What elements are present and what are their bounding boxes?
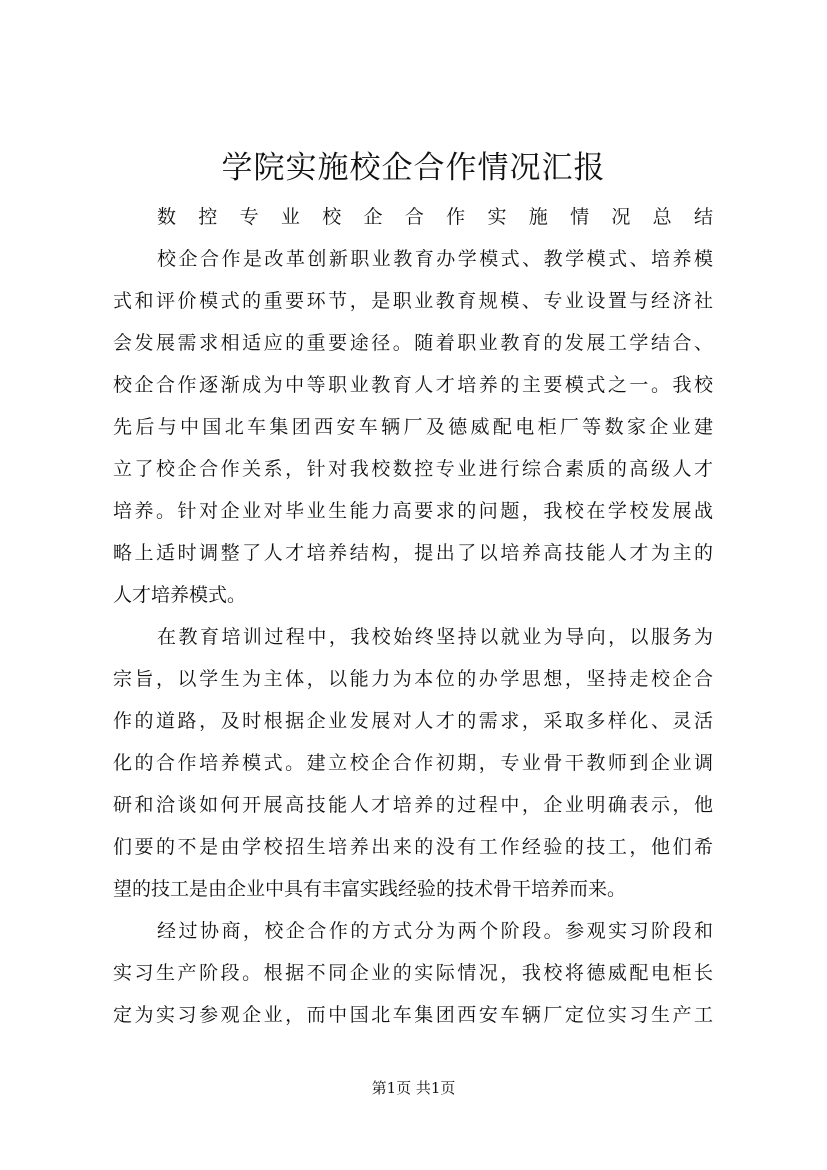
paragraph-line: 研和洽谈如何开展高技能人才培养的过程中，企业明确表示，他 bbox=[113, 794, 713, 816]
paragraph-line: 实习生产阶段。根据不同企业的实际情况，我校将德威配电柜长 bbox=[113, 962, 713, 984]
paragraph-line: 式和评价模式的重要环节，是职业教育规模、专业设置与经济社 bbox=[113, 290, 713, 312]
document-title: 学院实施校企合作情况汇报 bbox=[221, 150, 606, 186]
subtitle-line: 数控专业校企合作实施情况总结 bbox=[157, 206, 713, 228]
paragraph-line: 们要的不是由学校招生培养出来的没有工作经验的技工，他们希 bbox=[113, 836, 713, 858]
document-body bbox=[113, 196, 713, 1036]
paragraph-line: 会发展需求相适应的重要途径。随着职业教育的发展工学结合、 bbox=[113, 332, 713, 354]
paragraph-line: 作的道路，及时根据企业发展对人才的需求，采取多样化、灵活 bbox=[113, 710, 713, 732]
paragraph-line: 培养。针对企业对毕业生能力高要求的问题，我校在学校发展战 bbox=[113, 500, 713, 522]
paragraph-line: 校企合作逐渐成为中等职业教育人才培养的主要模式之一。我校 bbox=[113, 374, 713, 396]
paragraph-line: 定为实习参观企业，而中国北车集团西安车辆厂定位实习生产工 bbox=[113, 1004, 713, 1026]
paragraph-line: 校企合作是改革创新职业教育办学模式、教学模式、培养模 bbox=[157, 248, 713, 270]
page-number: 第1页 共1页 bbox=[371, 1079, 456, 1097]
paragraph-line: 化的合作培养模式。建立校企合作初期，专业骨干教师到企业调 bbox=[113, 752, 713, 774]
paragraph-line: 经过协商，校企合作的方式分为两个阶段。参观实习阶段和 bbox=[157, 920, 713, 942]
paragraph-line: 人才培养模式。 bbox=[113, 584, 247, 606]
paragraph-line: 宗旨，以学生为主体，以能力为本位的办学思想，坚持走校企合 bbox=[113, 668, 713, 690]
paragraph-line: 望的技工是由企业中具有丰富实践经验的技术骨干培养而来。 bbox=[113, 878, 627, 900]
paragraph-line: 在教育培训过程中，我校始终坚持以就业为导向，以服务为 bbox=[157, 626, 713, 648]
paragraph-line: 略上适时调整了人才培养结构，提出了以培养高技能人才为主的 bbox=[113, 542, 713, 564]
paragraph-line: 先后与中国北车集团西安车辆厂及德威配电柜厂等数家企业建 bbox=[113, 416, 713, 438]
paragraph-line: 立了校企合作关系，针对我校数控专业进行综合素质的高级人才 bbox=[113, 458, 713, 480]
